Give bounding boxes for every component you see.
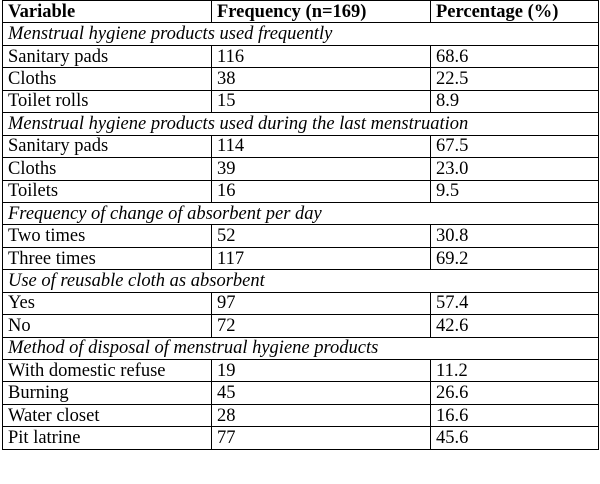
cell-percentage: 16.6 bbox=[431, 404, 599, 426]
table-row bbox=[3, 427, 599, 449]
cell-percentage: 11.2 bbox=[431, 360, 599, 382]
cell-frequency: 39 bbox=[212, 158, 431, 180]
table-row bbox=[3, 180, 599, 202]
header-percentage: Percentage (%) bbox=[431, 1, 599, 23]
cell-frequency: 19 bbox=[212, 360, 431, 382]
cell-percentage: 67.5 bbox=[431, 135, 599, 157]
cell-frequency: 15 bbox=[212, 90, 431, 112]
cell-frequency: 38 bbox=[212, 68, 431, 90]
table-row bbox=[3, 68, 599, 90]
cell-variable: Sanitary pads bbox=[3, 45, 212, 67]
section-row bbox=[3, 23, 599, 45]
cell-variable: Cloths bbox=[3, 68, 212, 90]
cell-variable: Sanitary pads bbox=[3, 135, 212, 157]
data-table bbox=[2, 0, 599, 450]
cell-variable: Water closet bbox=[3, 404, 212, 426]
section-title: Use of reusable cloth as absorbent bbox=[3, 270, 599, 292]
section-row bbox=[3, 337, 599, 359]
cell-variable: Yes bbox=[3, 292, 212, 314]
cell-frequency: 72 bbox=[212, 315, 431, 337]
cell-variable: Burning bbox=[3, 382, 212, 404]
cell-percentage: 68.6 bbox=[431, 45, 599, 67]
table-row bbox=[3, 292, 599, 314]
cell-variable: With domestic refuse bbox=[3, 360, 212, 382]
cell-percentage: 22.5 bbox=[431, 68, 599, 90]
cell-percentage: 57.4 bbox=[431, 292, 599, 314]
cell-variable: Cloths bbox=[3, 158, 212, 180]
table-row bbox=[3, 404, 599, 426]
section-title: Menstrual hygiene products used during the last menstruation bbox=[3, 113, 599, 135]
table-row bbox=[3, 247, 599, 269]
table-row bbox=[3, 360, 599, 382]
section-row bbox=[3, 202, 599, 224]
table-row bbox=[3, 135, 599, 157]
cell-variable: Toilet rolls bbox=[3, 90, 212, 112]
cell-frequency: 28 bbox=[212, 404, 431, 426]
cell-variable: Pit latrine bbox=[3, 427, 212, 449]
table-row bbox=[3, 225, 599, 247]
cell-frequency: 116 bbox=[212, 45, 431, 67]
header-frequency: Frequency (n=169) bbox=[212, 1, 431, 23]
table-body bbox=[3, 23, 599, 449]
table-row bbox=[3, 315, 599, 337]
cell-percentage: 8.9 bbox=[431, 90, 599, 112]
cell-percentage: 26.6 bbox=[431, 382, 599, 404]
cell-frequency: 16 bbox=[212, 180, 431, 202]
cell-variable: Three times bbox=[3, 247, 212, 269]
cell-frequency: 97 bbox=[212, 292, 431, 314]
cell-percentage: 23.0 bbox=[431, 158, 599, 180]
section-title: Method of disposal of menstrual hygiene products bbox=[3, 337, 599, 359]
section-row bbox=[3, 113, 599, 135]
section-title: Menstrual hygiene products used frequently bbox=[3, 23, 599, 45]
cell-percentage: 69.2 bbox=[431, 247, 599, 269]
cell-variable: Two times bbox=[3, 225, 212, 247]
cell-percentage: 30.8 bbox=[431, 225, 599, 247]
table-header bbox=[3, 1, 599, 23]
cell-percentage: 9.5 bbox=[431, 180, 599, 202]
header-variable: Variable bbox=[3, 1, 212, 23]
table-row bbox=[3, 158, 599, 180]
cell-frequency: 117 bbox=[212, 247, 431, 269]
cell-percentage: 45.6 bbox=[431, 427, 599, 449]
cell-frequency: 52 bbox=[212, 225, 431, 247]
table-row bbox=[3, 45, 599, 67]
table-row bbox=[3, 382, 599, 404]
cell-variable: No bbox=[3, 315, 212, 337]
cell-percentage: 42.6 bbox=[431, 315, 599, 337]
cell-variable: Toilets bbox=[3, 180, 212, 202]
cell-frequency: 77 bbox=[212, 427, 431, 449]
section-row bbox=[3, 270, 599, 292]
cell-frequency: 45 bbox=[212, 382, 431, 404]
table-row bbox=[3, 90, 599, 112]
cell-frequency: 114 bbox=[212, 135, 431, 157]
header-row bbox=[3, 1, 599, 23]
section-title: Frequency of change of absorbent per day bbox=[3, 202, 599, 224]
